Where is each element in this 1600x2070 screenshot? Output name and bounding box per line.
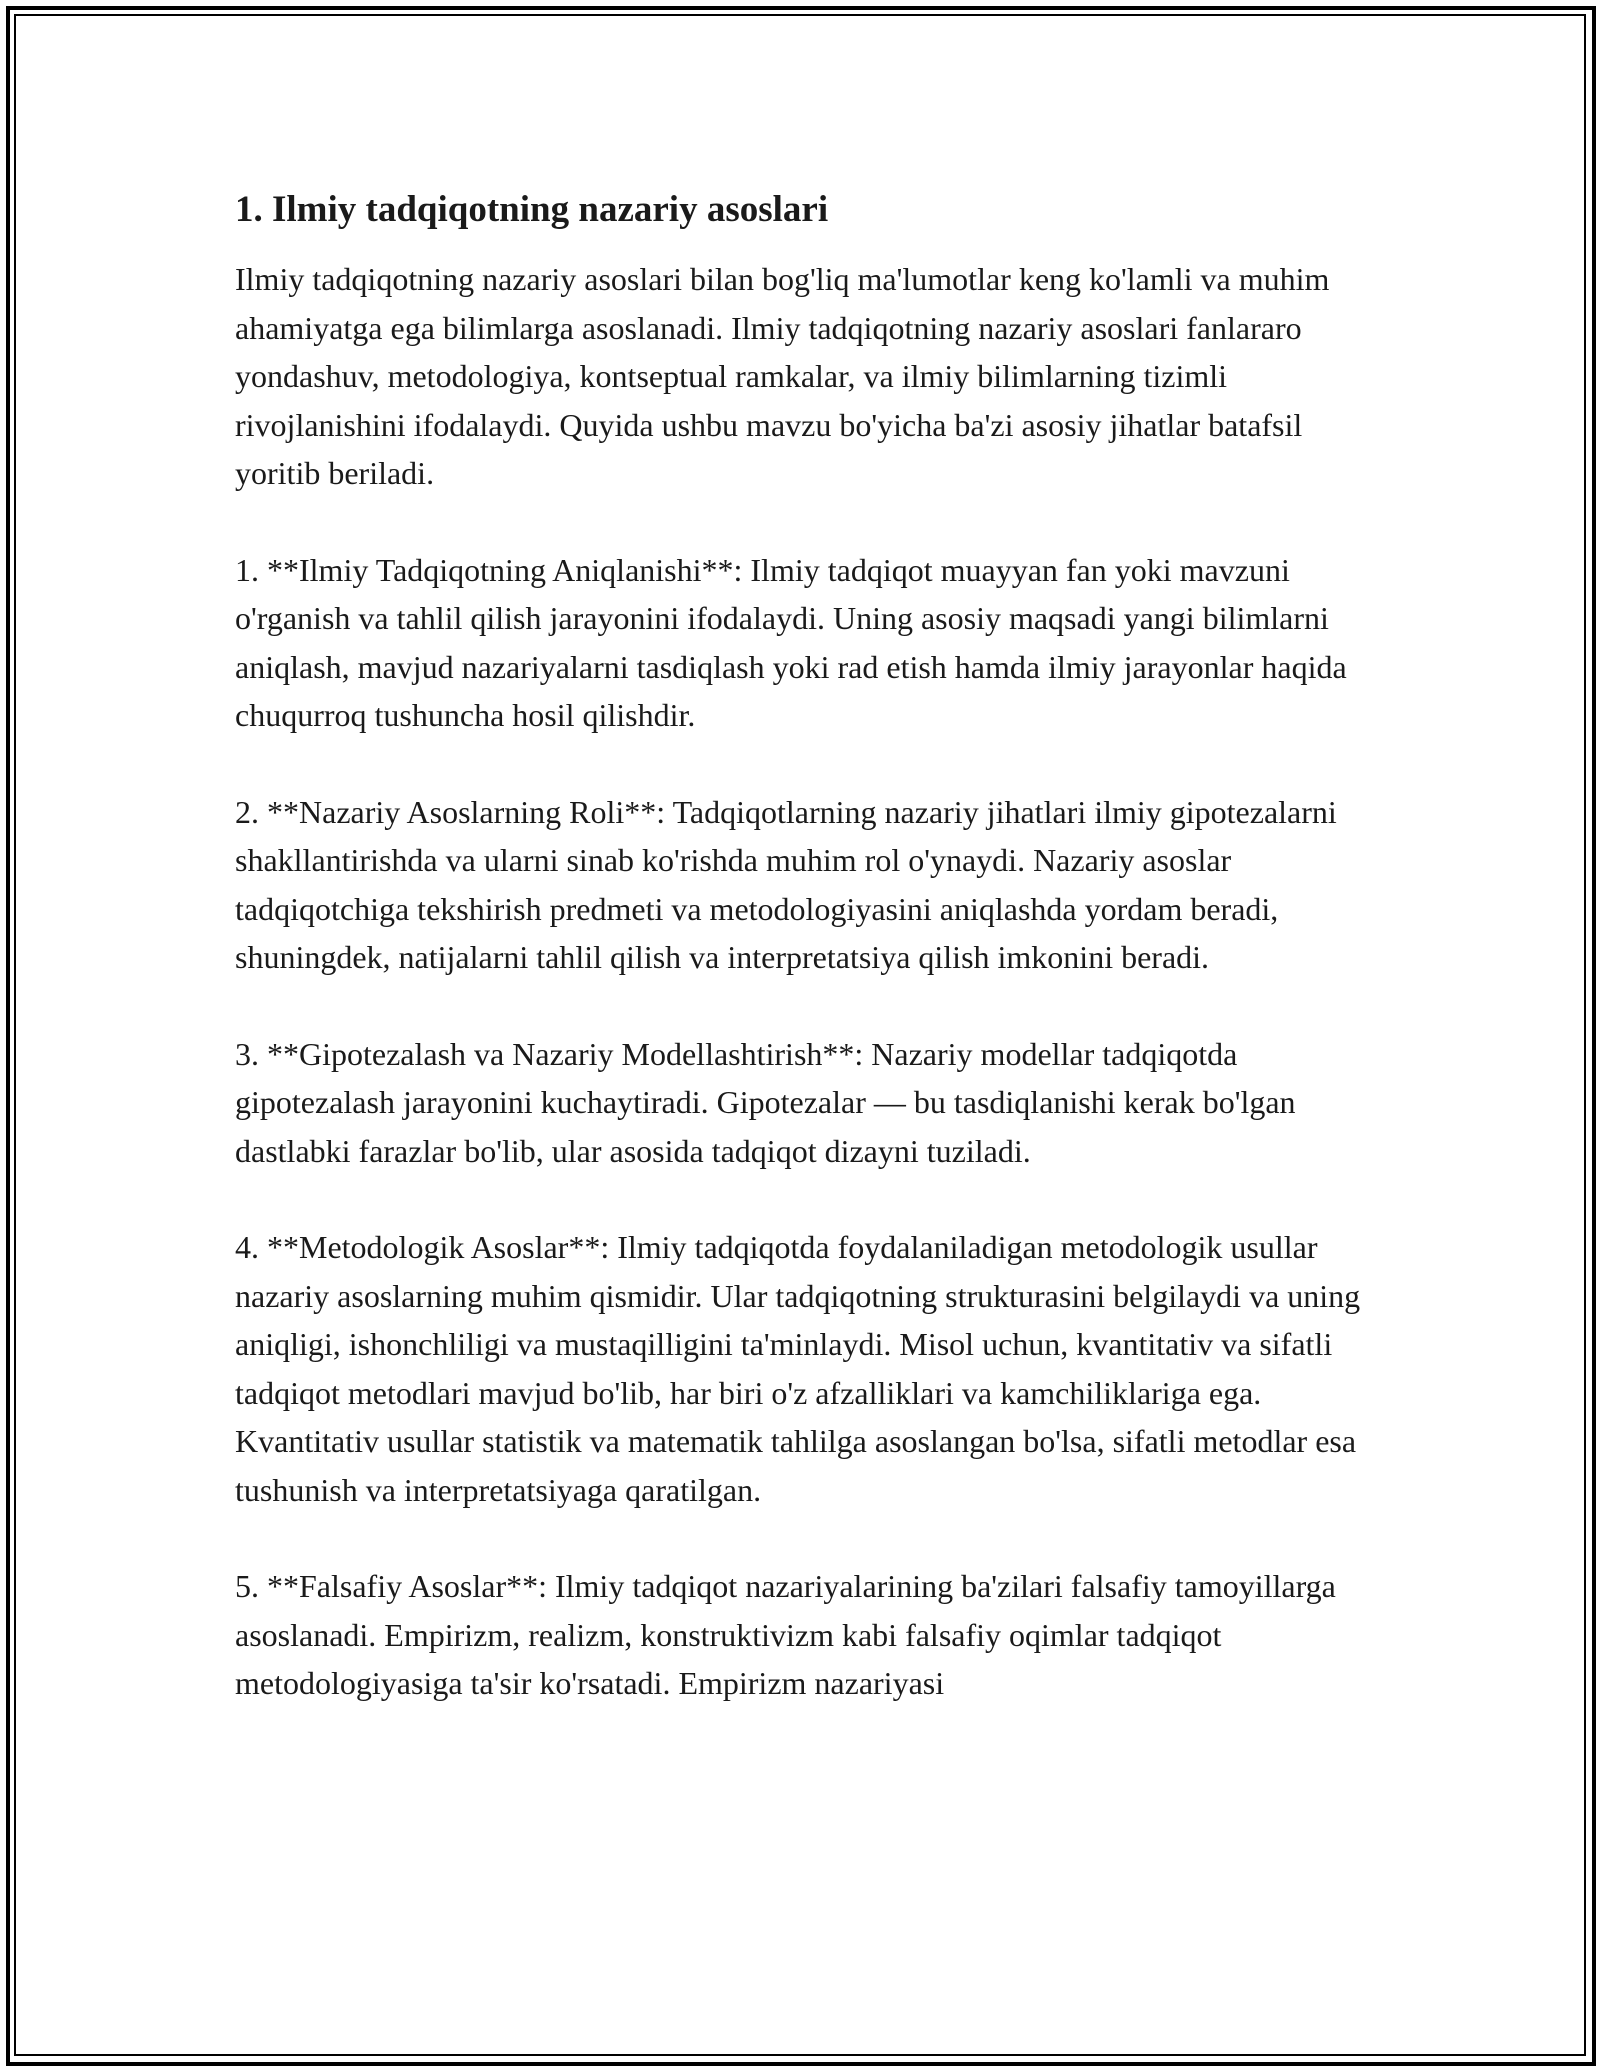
section-heading: 1. Ilmiy tadqiqotning nazariy asoslari	[235, 189, 829, 230]
list-item-paragraph: 3. **Gipotezalash va Nazariy Modellashtirish**: Nazariy modellar tadqiqotda gipotezalash jarayonini kuchaytiradi. Gipotezalar — bu tasdiqlanishi kerak bo'lgan dastlabki farazlar bo'lib, ular asosida tadqiqot dizayni tuziladi.	[235, 1035, 1296, 1169]
list-item-paragraph: 2. **Nazariy Asoslarning Roli**: Tadqiqotlarning nazariy jihatlari ilmiy gipotezalarni shakllantirishda va ularni sinab ko'rishda muhim rol o'ynaydi. Nazariy asoslar tadqiqotchiga tekshirish predmeti va metodologiyasini aniqlashda yordam beradi, shuningdek, natijalarni tahlil qilish va interpretatsiya qilish imkonini beradi.	[235, 793, 1337, 975]
list-item-paragraph: 4. **Metodologik Asoslar**: Ilmiy tadqiqotda foydalaniladigan metodologik usullar nazariy asoslarning muhim qismidir. Ular tadqiqotning strukturasini belgilaydi va uning aniqligi, ishonchliligi va mustaqilligini ta'minlaydi. Misol uchun, kvantitativ va sifatli tadqiqot metodlari mavjud bo'lib, har biri o'z afzalliklari va kamchiliklariga ega. Kvantitativ usullar statistik va matematik tahlilga asoslangan bo'lsa, sifatli metodlar esa tushunish va interpretatsiyaga qaratilgan.	[235, 1229, 1361, 1508]
document-body	[235, 185, 1365, 1756]
list-item-paragraph: 5. **Falsafiy Asoslar**: Ilmiy tadqiqot nazariyalarining ba'zilari falsafiy tamoyillarga asoslanadi. Empirizm, realizm, konstruktivizm kabi falsafiy oqimlar tadqiqot metodologiyasiga ta'sir ko'rsatadi. Empirizm nazariyasi	[235, 1568, 1336, 1701]
intro-paragraph: Ilmiy tadqiqotning nazariy asoslari bilan bog'liq ma'lumotlar keng ko'lamli va muhim ahamiyatga ega bilimlarga asoslanadi. Ilmiy tadqiqotning nazariy asoslari fanlararo yondashuv, metodologiya, kontseptual ramkalar, va ilmiy bilimlarning tizimli rivojlanishini ifodalaydi. Quyida ushbu mavzu bo'yicha ba'zi asosiy jihatlar batafsil yoritib beriladi.	[235, 261, 1330, 491]
list-item-paragraph: 1. **Ilmiy Tadqiqotning Aniqlanishi**: Ilmiy tadqiqot muayyan fan yoki mavzuni o'rganish va tahlil qilish jarayonini ifodalaydi. Uning asosiy maqsadi yangi bilimlarni aniqlash, mavjud nazariyalarni tasdiqlash yoki rad etish hamda ilmiy jarayonlar haqida chuqurroq tushuncha hosil qilishdir.	[235, 551, 1347, 733]
